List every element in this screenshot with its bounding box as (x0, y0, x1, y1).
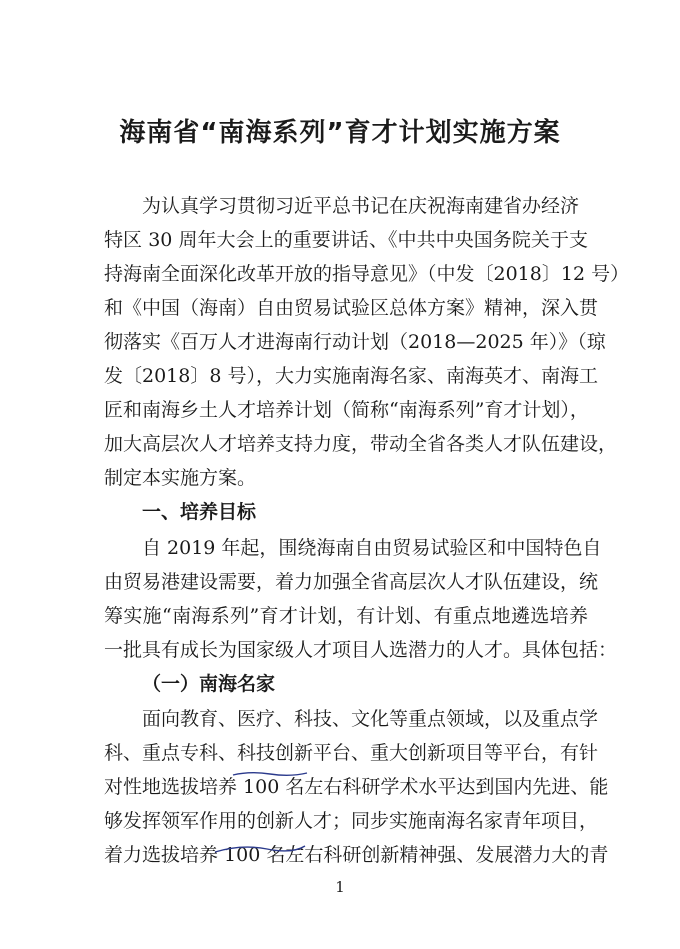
subsection-heading: （一）南海名家 (142, 673, 276, 695)
paragraph-line: 着力选拔培养 100 名左右科研创新精神强、发展潜力大的青 (104, 844, 609, 866)
paragraph-line: 加大高层次人才培养支持力度，带动全省各类人才队伍建设， (104, 433, 618, 455)
paragraph-line: 特区 30 周年大会上的重要讲话、《中共中央国务院关于支 (104, 229, 588, 251)
paragraph-line: 匠和南海乡土人才培养计划（简称“南海系列”育才计划）， (104, 399, 589, 421)
page-number: 1 (335, 878, 345, 896)
section-heading: 一、培养目标 (142, 501, 257, 523)
paragraph-line: 科、重点专科、科技创新平台、重大创新项目等平台，有针 (104, 742, 599, 764)
paragraph-line: 和《中国（海南）自由贸易试验区总体方案》精神，深入贯 (104, 297, 599, 319)
paragraph-line: 面向教育、医疗、科技、文化等重点领域，以及重点学 (142, 708, 599, 730)
paragraph-line: 自 2019 年起，围绕海南自由贸易试验区和中国特色自 (142, 537, 602, 559)
paragraph-line: 持海南全面深化改革开放的指导意见》（中发〔2018〕12 号） (104, 263, 630, 285)
paragraph-line: 由贸易港建设需要，着力加强全省高层次人才队伍建设，统 (104, 571, 599, 593)
paragraph-line: 为认真学习贯彻习近平总书记在庆祝海南建省办经济 (142, 195, 580, 217)
paragraph-line: 彻落实《百万人才进海南行动计划（2018—2025 年）》（琼 (104, 331, 606, 353)
paragraph-line: 对性地选拔培养 100 名左右科研学术水平达到国内先进、能 (104, 776, 609, 798)
paragraph-line: 筹实施“南海系列”育才计划，有计划、有重点地遴选培养 (104, 605, 588, 627)
paragraph-line: 一批具有成长为国家级人才项目人选潜力的人才。具体包括： (104, 639, 618, 661)
document-title: 海南省“南海系列”育才计划实施方案 (119, 118, 561, 148)
paragraph-line: 发〔2018〕8 号），大力实施南海名家、南海英才、南海工 (104, 365, 598, 387)
paragraph-line: 制定本实施方案。 (104, 467, 257, 489)
paragraph-line: 够发挥领军作用的创新人才；同步实施南海名家青年项目， (104, 810, 599, 832)
